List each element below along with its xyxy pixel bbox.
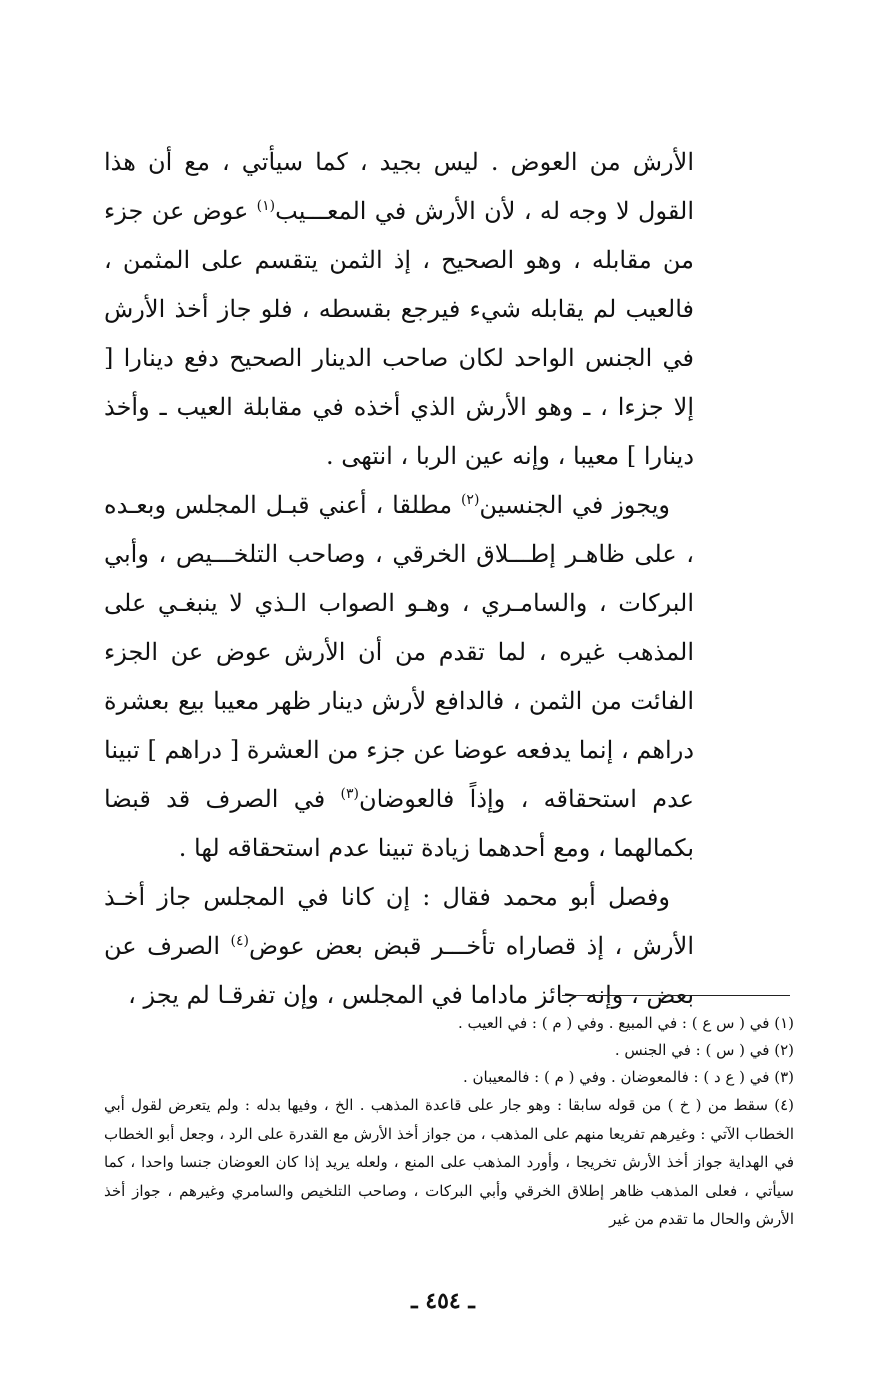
paragraph-3: [104, 873, 694, 1020]
footnote-3: (٣) في ( ع د ) : فالمعوضان . وفي ( م ) : فالمعيبان .: [462, 1068, 794, 1086]
paragraph-text: في الصرف قد قبضا بكمالهما ، ومع أحدهما زيادة تبينا عدم استحقاقه لها .: [104, 785, 694, 862]
footnote-ref-2: (٢): [460, 492, 480, 508]
footnote-ref-4: (٤): [230, 933, 249, 949]
page-number: ـ ٤٥٤ ـ: [411, 1288, 475, 1314]
footnote-ref-3: (٣): [340, 786, 359, 802]
footnote-divider: [562, 995, 790, 996]
footnote-1: (١) في ( س ع ) : في المبيع . وفي ( م ) : في العيب .: [457, 1014, 794, 1032]
paragraph-text: وفصل أبو محمد فقال : إن كانا في المجلس جاز أخـذ الأرش ، إذ قصاراه تأخـــر قبض بعض عوض: [104, 883, 695, 960]
footnotes: [104, 1010, 794, 1234]
paragraph-text: ويجوز في الجنسين: [479, 491, 671, 519]
paragraph-text: الصرف عن بعض ، وإنه جائز ماداما في المجلس ، وإن تفرقـا لم يجز ،: [104, 932, 694, 1009]
footnote-2: (٢) في ( س ) : في الجنس .: [614, 1041, 794, 1059]
paragraph-text: الأرش من العوض . ليس بجيد ، كما سيأتي ، مع أن هذا القول لا وجه له ، لأن الأرش في المعـــيب: [104, 148, 694, 225]
paragraph-2: [104, 481, 694, 873]
main-text: [104, 138, 694, 1020]
paragraph-text: عوض عن جزء من مقابله ، وهو الصحيح ، إذ الثمن يتقسم على المثمن ، فالعيب لم يقابله شيء فيرجع بقسطه ، فلو جاز أخذ الأرش في الجنس الواحد لكان صاحب الدينار الصحيح دفع دينارا [ إلا جزءا ، ـ وهو الأرش الذي أخذه في مقابلة العيب ـ وأخذ دينارا ] معيبا ، وإنه عين الربا ، انتهى .: [104, 197, 694, 470]
paragraph-1: [104, 138, 694, 481]
paragraph-text: مطلقا ، أعني قبـل المجلس وبعـده ، على ظاهـر إطـــلاق الخرقي ، وصاحب التلخـــيص ، وأبي البركات ، والسامـري ، وهـو الصواب الـذي لا ينبغـي على المذهب غيره ، لما تقدم من أن الأرش عوض عن الجزء الفائت من الثمن ، فالدافع لأرش دينار ظهر معيبا بيع بعشرة دراهم ، إنما يدفعه عوضا عن جزء من العشرة [ دراهم ] تبينا عدم استحقاقه ، وإذاً فالعوضان: [104, 491, 695, 813]
footnote-ref-1: (١): [256, 198, 276, 214]
footnote-4: (٤) سقط من ( خ ) من قوله سابقا : وهو جار على قاعدة المذهب . الخ ، وفيها بدله : ولم يتعرض لقول أبي الخطاب الآتي : وغيرهم تفريعا منهم على المذهب ، من جواز أخذ الأرش مع القدرة على الرد ، وجعل أبو الخطاب في الهداية جواز أخذ الأرش تخريجا ، وأورد المذهب على المنع ، ولعله يريد إذا كان العوضان جنسا واحدا ، كما سيأتي ، فعلى المذهب ظاهر إطلاق الخرقي وأبي البركات ، وصاحب التلخيص والسامري وغيرهم ، جواز أخذ الأرش والحال ما تقدم من غير: [104, 1096, 794, 1228]
